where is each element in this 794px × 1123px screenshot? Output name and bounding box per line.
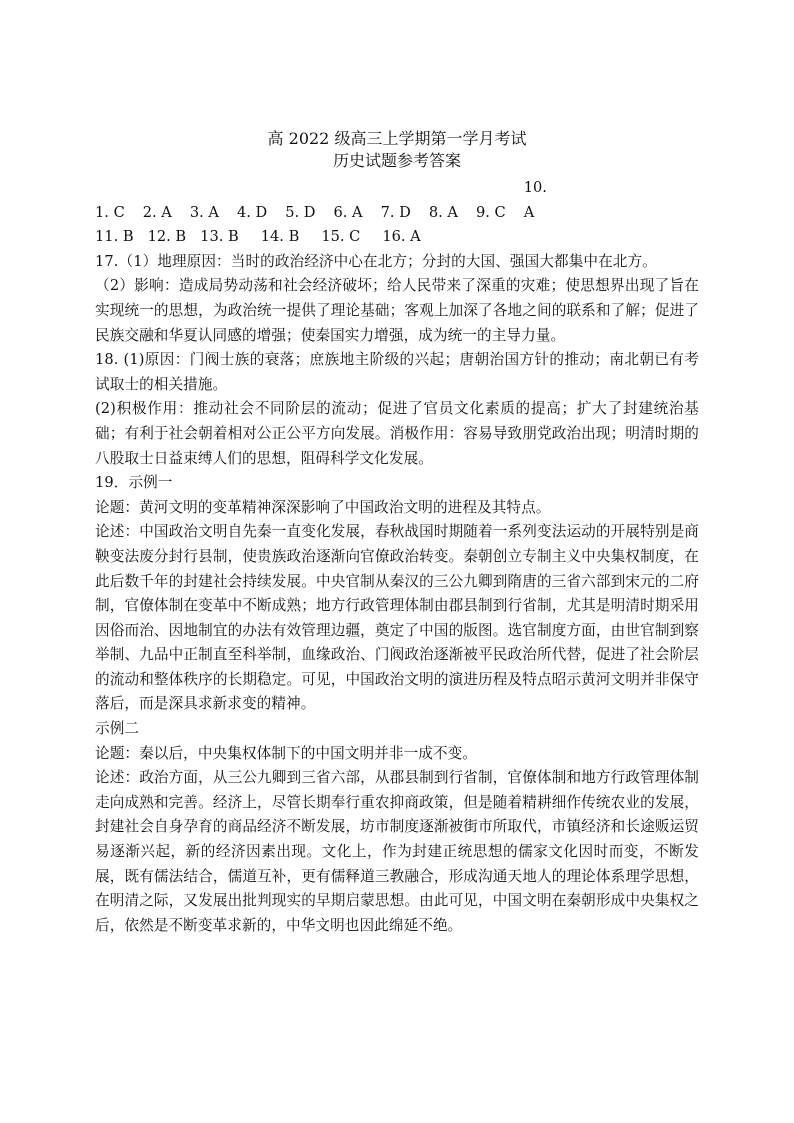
answer-3: 3. A: [189, 203, 219, 221]
q18-part2: (2)积极作用：推动社会不同阶层的流动；促进了官员文化素质的提高；扩大了封建统治基础；有利于社会朝着相对公正公平方向发展。消极作用：容易导致朋党政治出现；明清时期的八股取士日益束缚人们的思想，阻碍科学文化发展。: [95, 400, 699, 467]
example2-argument: 论述：政治方面，从三公九卿到三省六部，从郡县制到行省制，官僚体制和地方行政管理体制走向成熟和完善。经济上，尽管长期奉行重农抑商政策，但是随着精耕细作传统农业的发展，封建社会自身孕育的商品经济不断发展，坊市制度逐渐被街市所取代，市镇经济和长途贩运贸易逐渐兴起，新的经济因素出现。文化上，作为封建正统思想的儒家文化因时而变，不断发展，既有儒法结合，儒道互补，更有儒释道三教融合，形成沟通天地人的理论体系理学思想，在明清之际，又发展出批判现实的早期启蒙思想。由此可见，中国文明在秦朝形成中央集权之后，依然是不断变革求新的，中华文明也因此绵延不绝。: [95, 769, 699, 934]
example1-argument: 论述：中国政治文明自先秦一直变化发展，春秋战国时期随着一系列变法运动的开展特别是商鞅变法废分封行县制，使贵族政治逐渐向官僚政治转变。秦朝创立专制主义中央集权制度，在此后数千年的封建社会持续发展。中央官制从秦汉的三公九卿到隋唐的三省六部到宋元的二府制，官僚体制在变革中不断成熟；地方行政管理体制由郡县制到行省制，尤其是明清时期采用因俗而治、因地制宜的办法有效管理边疆，奠定了中国的版图。选官制度方面，由世官制到察举制、九品中正制直至科举制，血缘政治、门阀政治逐渐被平民政治所代替，促进了社会阶层的流动和整体秩序的长期稳定。可见，中国政治文明的演进历程及特点昭示黄河文明并非保守落后，而是深具求新求变的精神。: [95, 523, 699, 713]
example2-thesis: 论题：秦以后，中央集权体制下的中国文明并非一成不变。: [95, 744, 478, 762]
example2-heading: 示例二: [95, 720, 140, 738]
answer-11: 11. B: [95, 228, 134, 246]
answer-6: 6. A: [333, 203, 363, 221]
q17-part1: 17.（1）地理原因：当时的政治经济中心在北方；分封的大国、强国大都集中在北方。: [95, 252, 657, 270]
answer-15: 15. C: [321, 228, 361, 246]
answer-14: 14. B: [260, 228, 300, 246]
choice-answers-row-1: [95, 176, 699, 225]
page-title: 高 2022 级高三上学期第一学月考试: [267, 129, 527, 148]
answer-16: 16. A: [382, 228, 421, 246]
answer-5: 5. D: [285, 203, 316, 221]
answer-13: 13. B: [200, 228, 239, 246]
answer-4: 4. D: [236, 203, 268, 221]
answer-1: 1. C: [95, 203, 125, 221]
answer-10: 10. A: [523, 179, 547, 221]
answer-8: 8. A: [428, 203, 458, 221]
answer-12: 12. B: [147, 228, 187, 246]
choice-answers-row-2: [95, 225, 699, 250]
answer-2: 2. A: [142, 203, 172, 221]
q17-part2: （2）影响：造成局势动荡和社会经济破坏；给人民带来了深重的灾难；使思想界出现了旨在实现统一的思想，为政治统一提供了理论基础；客观上加深了各地之间的联系和了解；促进了民族交融和华夏认同感的增强；使秦国实力增强，成为统一的主导力量。: [95, 277, 699, 344]
answer-7: 7. D: [380, 203, 411, 221]
answer-sheet: [95, 128, 699, 938]
answer-9: 9. C: [475, 203, 506, 221]
example1-thesis: 论题：黄河文明的变革精神深深影响了中国政治文明的进程及其特点。: [95, 498, 551, 516]
page-subtitle: 历史试题参考答案: [332, 151, 461, 170]
q18-part1: 18. (1)原因：门阀士族的衰落；庶族地主阶级的兴起；唐朝治国方针的推动；南北朝已有考试取士的相关措施。: [95, 351, 699, 393]
q19-heading: 19．示例一: [95, 474, 173, 492]
